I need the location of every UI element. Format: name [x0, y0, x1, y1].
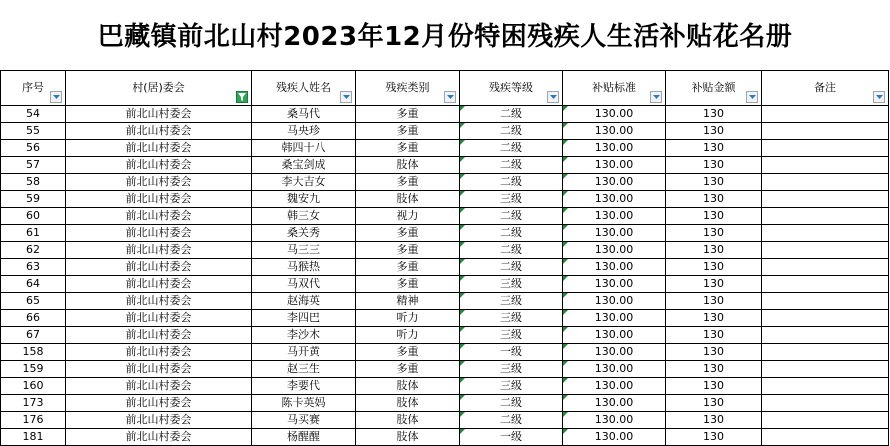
cell-level[interactable]: 二级	[460, 140, 563, 157]
cell-indicator-marker	[460, 106, 465, 111]
cell-indicator-marker	[460, 174, 465, 179]
cell-name[interactable]: 魏安九	[252, 191, 356, 208]
cell-indicator-marker	[563, 225, 568, 230]
cell-standard[interactable]: 130.00	[563, 378, 666, 395]
cell-name[interactable]: 杨醒醒	[252, 429, 356, 446]
cell-village[interactable]: 前北山村委会	[66, 429, 252, 446]
cell-indicator-marker	[460, 208, 465, 213]
cell-name[interactable]: 桑宝剑成	[252, 157, 356, 174]
cell-standard[interactable]: 130.00	[563, 123, 666, 140]
cell-standard[interactable]: 130.00	[563, 208, 666, 225]
cell-type[interactable]: 听力	[356, 327, 460, 344]
cell-indicator-marker	[460, 395, 465, 400]
cell-indicator-marker	[460, 412, 465, 417]
table-row	[1, 140, 889, 157]
cell-name[interactable]: 陈卡英妈	[252, 395, 356, 412]
column-label: 序号	[22, 81, 44, 94]
cell-village[interactable]: 前北山村委会	[66, 225, 252, 242]
cell-indicator-marker	[563, 174, 568, 179]
cell-note[interactable]	[762, 327, 889, 344]
filter-dropdown-no[interactable]	[50, 91, 62, 103]
cell-name[interactable]: 马买赛	[252, 412, 356, 429]
cell-name[interactable]: 赵三生	[252, 361, 356, 378]
column-header-no	[1, 71, 66, 106]
cell-name[interactable]: 韩三女	[252, 208, 356, 225]
cell-standard[interactable]: 130.00	[563, 191, 666, 208]
cell-indicator-marker	[460, 242, 465, 247]
cell-note[interactable]	[762, 242, 889, 259]
column-label: 残疾人姓名	[276, 81, 331, 94]
cell-standard[interactable]: 130.00	[563, 344, 666, 361]
cell-level[interactable]: 一级	[460, 344, 563, 361]
cell-type[interactable]: 肢体	[356, 395, 460, 412]
column-label: 村(居)委会	[132, 81, 185, 94]
table-row	[1, 174, 889, 191]
column-header-type	[356, 71, 460, 106]
cell-amount[interactable]: 130	[666, 123, 762, 140]
cell-village[interactable]: 前北山村委会	[66, 395, 252, 412]
cell-amount[interactable]: 130	[666, 310, 762, 327]
cell-indicator-marker	[460, 191, 465, 196]
cell-type[interactable]: 多重	[356, 174, 460, 191]
cell-no[interactable]: 55	[1, 123, 66, 140]
table-row	[1, 259, 889, 276]
cell-note[interactable]	[762, 225, 889, 242]
cell-type[interactable]: 多重	[356, 361, 460, 378]
cell-type[interactable]: 多重	[356, 276, 460, 293]
cell-village[interactable]: 前北山村委会	[66, 378, 252, 395]
cell-village[interactable]: 前北山村委会	[66, 361, 252, 378]
cell-standard[interactable]: 130.00	[563, 242, 666, 259]
cell-type[interactable]: 多重	[356, 344, 460, 361]
table-row	[1, 208, 889, 225]
cell-indicator-marker	[563, 259, 568, 264]
cell-no[interactable]: 160	[1, 378, 66, 395]
cell-type[interactable]: 多重	[356, 140, 460, 157]
cell-no[interactable]: 65	[1, 293, 66, 310]
cell-note[interactable]	[762, 276, 889, 293]
cell-note[interactable]	[762, 361, 889, 378]
cell-level[interactable]: 二级	[460, 225, 563, 242]
cell-no[interactable]: 181	[1, 429, 66, 446]
cell-type[interactable]: 多重	[356, 123, 460, 140]
table-row	[1, 412, 889, 429]
sheet-title: 巴藏镇前北山村2023年12月份特困残疾人生活补贴花名册	[97, 22, 793, 52]
cell-level[interactable]: 二级	[460, 208, 563, 225]
cell-village[interactable]: 前北山村委会	[66, 310, 252, 327]
cell-no[interactable]: 58	[1, 174, 66, 191]
header-row	[1, 71, 889, 106]
cell-name[interactable]: 李要代	[252, 378, 356, 395]
cell-level[interactable]: 三级	[460, 293, 563, 310]
cell-level[interactable]: 三级	[460, 276, 563, 293]
cell-amount[interactable]: 130	[666, 208, 762, 225]
table-row	[1, 225, 889, 242]
cell-name[interactable]: 马央珍	[252, 123, 356, 140]
cell-indicator-marker	[563, 140, 568, 145]
cell-indicator-marker	[460, 293, 465, 298]
cell-amount[interactable]: 130	[666, 344, 762, 361]
column-label: 补贴金额	[691, 81, 736, 94]
cell-no[interactable]: 61	[1, 225, 66, 242]
filter-dropdown-standard[interactable]	[650, 91, 662, 103]
cell-indicator-marker	[460, 140, 465, 145]
cell-type[interactable]: 视力	[356, 208, 460, 225]
dropdown-arrow-icon	[550, 95, 557, 99]
cell-type[interactable]: 听力	[356, 310, 460, 327]
column-header-standard	[563, 71, 666, 106]
cell-name[interactable]: 马双代	[252, 276, 356, 293]
cell-indicator-marker	[460, 225, 465, 230]
cell-no[interactable]: 64	[1, 276, 66, 293]
cell-note[interactable]	[762, 259, 889, 276]
table-row	[1, 378, 889, 395]
cell-note[interactable]	[762, 123, 889, 140]
filter-dropdown-amount[interactable]	[746, 91, 758, 103]
cell-type[interactable]: 多重	[356, 106, 460, 123]
cell-level[interactable]: 三级	[460, 327, 563, 344]
table-row	[1, 191, 889, 208]
cell-level[interactable]: 二级	[460, 412, 563, 429]
cell-amount[interactable]: 130	[666, 327, 762, 344]
cell-no[interactable]: 158	[1, 344, 66, 361]
cell-no[interactable]: 62	[1, 242, 66, 259]
cell-indicator-marker	[563, 344, 568, 349]
cell-standard[interactable]: 130.00	[563, 327, 666, 344]
filter-dropdown-village-active[interactable]	[236, 91, 248, 103]
cell-no[interactable]: 67	[1, 327, 66, 344]
cell-indicator-marker	[563, 327, 568, 332]
cell-type[interactable]: 多重	[356, 242, 460, 259]
cell-level[interactable]: 三级	[460, 361, 563, 378]
cell-note[interactable]	[762, 310, 889, 327]
cell-village[interactable]: 前北山村委会	[66, 191, 252, 208]
cell-amount[interactable]: 130	[666, 412, 762, 429]
cell-no[interactable]: 176	[1, 412, 66, 429]
table-row	[1, 157, 889, 174]
cell-type[interactable]: 肢体	[356, 378, 460, 395]
cell-name[interactable]: 李大吉女	[252, 174, 356, 191]
cell-village[interactable]: 前北山村委会	[66, 174, 252, 191]
cell-village[interactable]: 前北山村委会	[66, 259, 252, 276]
column-label: 残疾等级	[489, 81, 533, 94]
table-row	[1, 293, 889, 310]
column-label: 补贴标准	[592, 81, 636, 94]
cell-standard[interactable]: 130.00	[563, 157, 666, 174]
cell-note[interactable]	[762, 140, 889, 157]
cell-village[interactable]: 前北山村委会	[66, 293, 252, 310]
cell-indicator-marker	[563, 412, 568, 417]
cell-type[interactable]: 精神	[356, 293, 460, 310]
cell-standard[interactable]: 130.00	[563, 429, 666, 446]
cell-type[interactable]: 肢体	[356, 412, 460, 429]
cell-note[interactable]	[762, 395, 889, 412]
cell-village[interactable]: 前北山村委会	[66, 327, 252, 344]
cell-level[interactable]: 三级	[460, 191, 563, 208]
cell-note[interactable]	[762, 208, 889, 225]
cell-amount[interactable]: 130	[666, 259, 762, 276]
column-label: 残疾类别	[385, 81, 430, 94]
cell-village[interactable]: 前北山村委会	[66, 344, 252, 361]
cell-standard[interactable]: 130.00	[563, 140, 666, 157]
cell-level[interactable]: 三级	[460, 310, 563, 327]
cell-standard[interactable]: 130.00	[563, 293, 666, 310]
cell-amount[interactable]: 130	[666, 361, 762, 378]
cell-note[interactable]	[762, 174, 889, 191]
column-header-note	[762, 71, 889, 106]
cell-no[interactable]: 54	[1, 106, 66, 123]
cell-no[interactable]: 66	[1, 310, 66, 327]
filter-dropdown-note[interactable]	[873, 91, 885, 103]
filter-dropdown-name[interactable]	[340, 91, 352, 103]
cell-name[interactable]: 桑关秀	[252, 225, 356, 242]
table-row	[1, 123, 889, 140]
cell-no[interactable]: 60	[1, 208, 66, 225]
cell-indicator-marker	[460, 429, 465, 434]
cell-name[interactable]: 桑马代	[252, 106, 356, 123]
cell-name[interactable]: 李沙木	[252, 327, 356, 344]
cell-indicator-marker	[563, 276, 568, 281]
cell-village[interactable]: 前北山村委会	[66, 208, 252, 225]
table-row	[1, 310, 889, 327]
cell-level[interactable]: 二级	[460, 157, 563, 174]
dropdown-arrow-icon	[53, 95, 60, 99]
cell-indicator-marker	[460, 123, 465, 128]
cell-indicator-marker	[563, 361, 568, 366]
cell-name[interactable]: 韩四十八	[252, 140, 356, 157]
cell-note[interactable]	[762, 106, 889, 123]
cell-indicator-marker	[563, 242, 568, 247]
cell-indicator-marker	[563, 293, 568, 298]
cell-indicator-marker	[460, 378, 465, 383]
cell-type[interactable]: 肢体	[356, 429, 460, 446]
cell-standard[interactable]: 130.00	[563, 310, 666, 327]
dropdown-arrow-icon	[876, 95, 883, 99]
cell-indicator-marker	[460, 276, 465, 281]
cell-note[interactable]	[762, 293, 889, 310]
filter-dropdown-level[interactable]	[547, 91, 559, 103]
cell-no[interactable]: 59	[1, 191, 66, 208]
cell-level[interactable]: 一级	[460, 429, 563, 446]
cell-amount[interactable]: 130	[666, 191, 762, 208]
cell-indicator-marker	[563, 429, 568, 434]
cell-type[interactable]: 肢体	[356, 191, 460, 208]
cell-level[interactable]: 二级	[460, 395, 563, 412]
cell-note[interactable]	[762, 412, 889, 429]
column-header-name	[252, 71, 356, 106]
cell-indicator-marker	[563, 310, 568, 315]
cell-village[interactable]: 前北山村委会	[66, 242, 252, 259]
cell-standard[interactable]: 130.00	[563, 225, 666, 242]
cell-indicator-marker	[563, 106, 568, 111]
cell-indicator-marker	[563, 123, 568, 128]
cell-indicator-marker	[460, 157, 465, 162]
column-label: 备注	[814, 81, 836, 94]
cell-standard[interactable]: 130.00	[563, 412, 666, 429]
table-row	[1, 395, 889, 412]
cell-indicator-marker	[563, 395, 568, 400]
cell-indicator-marker	[563, 191, 568, 196]
cell-indicator-marker	[460, 259, 465, 264]
cell-standard[interactable]: 130.00	[563, 174, 666, 191]
cell-indicator-marker	[563, 208, 568, 213]
cell-amount[interactable]: 130	[666, 395, 762, 412]
cell-name[interactable]: 赵海英	[252, 293, 356, 310]
cell-amount[interactable]: 130	[666, 106, 762, 123]
cell-level[interactable]: 二级	[460, 106, 563, 123]
table-body	[1, 106, 889, 446]
cell-village[interactable]: 前北山村委会	[66, 140, 252, 157]
cell-level[interactable]: 三级	[460, 378, 563, 395]
table-row	[1, 106, 889, 123]
dropdown-arrow-icon	[653, 95, 660, 99]
cell-note[interactable]	[762, 378, 889, 395]
cell-level[interactable]: 二级	[460, 259, 563, 276]
filter-funnel-icon	[238, 93, 246, 101]
cell-village[interactable]: 前北山村委会	[66, 123, 252, 140]
cell-amount[interactable]: 130	[666, 225, 762, 242]
cell-indicator-marker	[460, 344, 465, 349]
table-row	[1, 242, 889, 259]
column-header-amount	[666, 71, 762, 106]
roster-table	[0, 70, 889, 446]
cell-standard[interactable]: 130.00	[563, 259, 666, 276]
table-row	[1, 361, 889, 378]
table-row	[1, 327, 889, 344]
cell-indicator-marker	[460, 310, 465, 315]
cell-level[interactable]: 二级	[460, 174, 563, 191]
table-row	[1, 344, 889, 361]
cell-village[interactable]: 前北山村委会	[66, 106, 252, 123]
cell-standard[interactable]: 130.00	[563, 276, 666, 293]
filter-dropdown-type[interactable]	[444, 91, 456, 103]
dropdown-arrow-icon	[749, 95, 756, 99]
cell-type[interactable]: 多重	[356, 225, 460, 242]
cell-village[interactable]: 前北山村委会	[66, 412, 252, 429]
cell-type[interactable]: 多重	[356, 259, 460, 276]
cell-name[interactable]: 李四巴	[252, 310, 356, 327]
cell-indicator-marker	[563, 157, 568, 162]
column-header-level	[460, 71, 563, 106]
cell-standard[interactable]: 130.00	[563, 395, 666, 412]
cell-village[interactable]: 前北山村委会	[66, 157, 252, 174]
dropdown-arrow-icon	[343, 95, 350, 99]
cell-amount[interactable]: 130	[666, 429, 762, 446]
cell-amount[interactable]: 130	[666, 157, 762, 174]
table-row	[1, 276, 889, 293]
cell-note[interactable]	[762, 344, 889, 361]
cell-name[interactable]: 马三三	[252, 242, 356, 259]
cell-amount[interactable]: 130	[666, 276, 762, 293]
cell-village[interactable]: 前北山村委会	[66, 276, 252, 293]
cell-no[interactable]: 173	[1, 395, 66, 412]
cell-standard[interactable]: 130.00	[563, 361, 666, 378]
cell-amount[interactable]: 130	[666, 242, 762, 259]
column-header-village	[66, 71, 252, 106]
cell-name[interactable]: 马猴热	[252, 259, 356, 276]
cell-amount[interactable]: 130	[666, 140, 762, 157]
cell-level[interactable]: 二级	[460, 242, 563, 259]
cell-amount[interactable]: 130	[666, 293, 762, 310]
cell-indicator-marker	[460, 361, 465, 366]
cell-amount[interactable]: 130	[666, 174, 762, 191]
cell-note[interactable]	[762, 157, 889, 174]
dropdown-arrow-icon	[447, 95, 454, 99]
cell-indicator-marker	[563, 378, 568, 383]
cell-indicator-marker	[460, 327, 465, 332]
cell-standard[interactable]: 130.00	[563, 106, 666, 123]
cell-no[interactable]: 57	[1, 157, 66, 174]
cell-no[interactable]: 56	[1, 140, 66, 157]
cell-name[interactable]: 马开黄	[252, 344, 356, 361]
cell-note[interactable]	[762, 191, 889, 208]
cell-level[interactable]: 二级	[460, 123, 563, 140]
cell-no[interactable]: 63	[1, 259, 66, 276]
cell-amount[interactable]: 130	[666, 378, 762, 395]
cell-no[interactable]: 159	[1, 361, 66, 378]
cell-type[interactable]: 肢体	[356, 157, 460, 174]
